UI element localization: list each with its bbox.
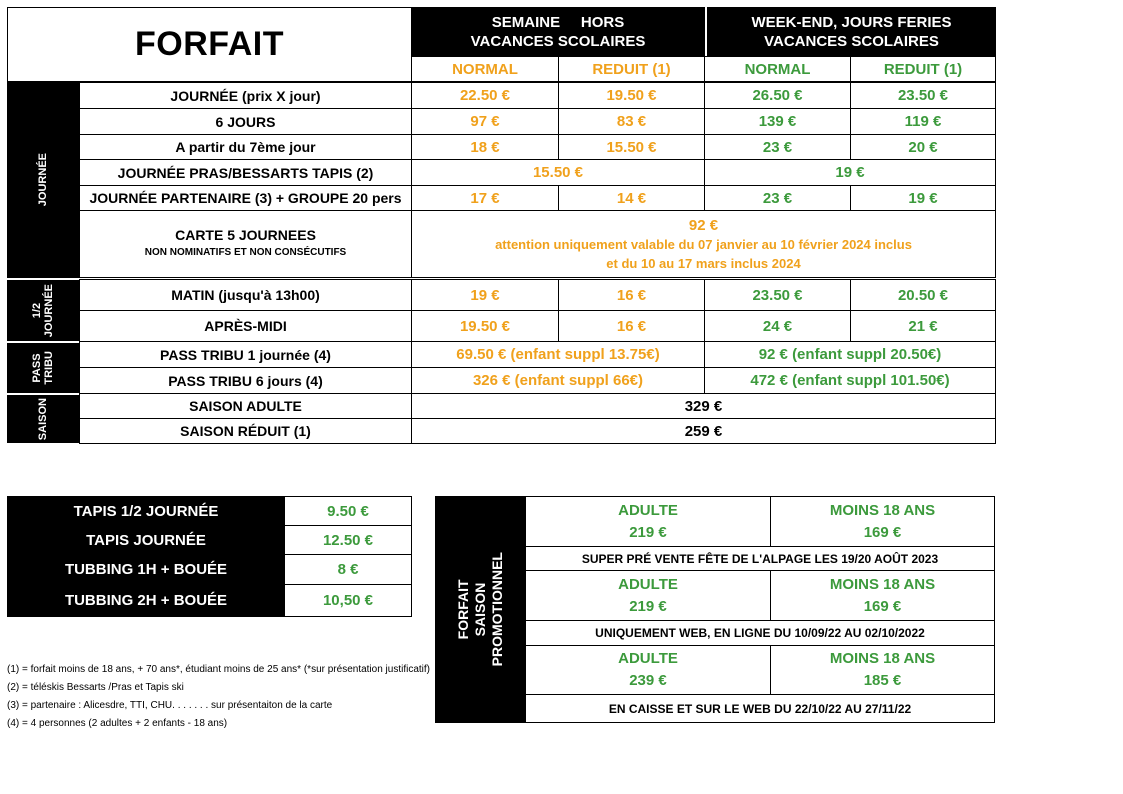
promo-adulte-cell <box>525 570 771 621</box>
price-cell: 139 € <box>704 108 851 135</box>
row-label-pass-tribu-1j: PASS TRIBU 1 journée (4) <box>79 341 412 368</box>
promo-adulte-cell <box>525 645 771 695</box>
section-pass-line1: PASS <box>31 353 43 383</box>
price-cell: 24 € <box>704 310 851 342</box>
row-label-7eme-jour: A partir du 7ème jour <box>79 134 412 160</box>
section-journee <box>7 82 79 278</box>
section-demi-journee <box>7 279 79 341</box>
tapis-price: 10,50 € <box>284 584 412 617</box>
price-cell: 15.50 € <box>558 134 705 160</box>
carte-5-note2: et du 10 au 17 mars inclus 2024 <box>606 255 801 271</box>
price-cell: 16 € <box>558 279 705 311</box>
carte-5-price: 92 € <box>688 216 719 234</box>
promo-moins18-cell <box>770 496 995 547</box>
row-label-6-jours: 6 JOURS <box>79 108 412 135</box>
price-cell: 14 € <box>558 185 705 211</box>
subheader-reduit-1: REDUIT (1) <box>558 56 705 82</box>
tapis-label: TAPIS 1/2 JOURNÉE <box>73 502 219 520</box>
promo-side-line2: SAISON <box>472 582 488 637</box>
promo-adulte-price: 219 € <box>629 523 667 541</box>
price-cell: 19 € <box>850 185 996 211</box>
section-saison <box>7 394 79 443</box>
promo-moins18-price: 169 € <box>863 597 902 615</box>
price-cell: 119 € <box>850 108 996 135</box>
subheader-normal-2: NORMAL <box>704 56 851 82</box>
row-label-carte-5 <box>79 210 412 278</box>
price-cell: 26.50 € <box>704 82 851 109</box>
row-label-apres-midi: APRÈS-MIDI <box>79 310 412 342</box>
price-cell: 329 € <box>411 393 996 419</box>
section-pass-tribu <box>7 342 79 393</box>
subheader-reduit-2: REDUIT (1) <box>850 56 996 82</box>
price-cell: 17 € <box>411 185 559 211</box>
footnote-4: (4) = 4 personnes (2 adultes + 2 enfants - 18 ans) <box>7 718 228 729</box>
header-group-weekend <box>705 7 996 56</box>
price-cell: 326 € (enfant suppl 66€) <box>411 367 705 394</box>
section-demi-label <box>31 284 55 337</box>
price-cell: 18 € <box>411 134 559 160</box>
carte-5-note1: attention uniquement valable du 07 janvier au 10 février 2024 inclus <box>495 236 912 252</box>
price-cell: 259 € <box>411 418 996 444</box>
promo-adulte-label: ADULTE <box>618 650 678 667</box>
row-label-journee: JOURNÉE (prix X jour) <box>79 82 412 109</box>
table-title: FORFAIT <box>7 7 412 82</box>
price-cell: 19.50 € <box>558 82 705 109</box>
promo-moins18-label: MOINS 18 ANS <box>829 650 936 667</box>
header-group-weekend-line2: VACANCES SCOLAIRES <box>764 32 939 50</box>
promo-side-label <box>455 552 506 666</box>
price-cell: 23.50 € <box>704 279 851 311</box>
promo-moins18-price: 169 € <box>863 523 902 541</box>
row-label-saison-reduit: SAISON RÉDUIT (1) <box>79 418 412 444</box>
tapis-label: TAPIS JOURNÉE <box>86 531 206 549</box>
price-cell: 21 € <box>850 310 996 342</box>
promo-moins18-cell <box>770 645 995 695</box>
promo-adulte-cell <box>525 496 771 547</box>
promo-note: SUPER PRÉ VENTE FÊTE DE L'ALPAGE LES 19/20 AOÛT 2023 <box>525 546 995 571</box>
section-pass-line2: TRIBU <box>43 351 55 385</box>
promo-note: UNIQUEMENT WEB, EN LIGNE DU 10/09/22 AU 02/10/2022 <box>525 620 995 646</box>
section-saison-label: SAISON <box>37 397 49 441</box>
promo-side <box>435 496 526 723</box>
promo-moins18-label: MOINS 18 ANS <box>829 575 936 593</box>
price-cell: 83 € <box>558 108 705 135</box>
section-demi-line2: JOURNÉE <box>43 283 55 338</box>
price-cell: 97 € <box>411 108 559 135</box>
promo-moins18-price: 185 € <box>863 672 902 689</box>
row-label-pass-tribu-6j: PASS TRIBU 6 jours (4) <box>79 367 412 394</box>
row-label-pras-bessarts: JOURNÉE PRAS/BESSARTS TAPIS (2) <box>79 159 412 186</box>
header-group-weekday <box>411 7 705 56</box>
price-cell: 19 € <box>704 159 996 186</box>
promo-note: EN CAISSE ET SUR LE WEB DU 22/10/22 AU 27/11/22 <box>525 694 995 723</box>
footnote-1: (1) = forfait moins de 18 ans, + 70 ans*, étudiant moins de 25 ans* (*sur présentation justificatif) <box>7 664 431 675</box>
tapis-price: 8 € <box>284 554 412 585</box>
section-demi-line1: 1/2 <box>31 302 43 319</box>
carte-5-price-cell <box>411 210 996 278</box>
tapis-label: TUBBING 2H + BOUÉE <box>64 592 228 609</box>
footnote-2: (2) = téléskis Bessarts /Pras et Tapis ski <box>7 682 184 693</box>
tapis-label: TUBBING 1H + BOUÉE <box>64 561 228 578</box>
carte-5-title: CARTE 5 JOURNEES <box>175 227 316 243</box>
header-group-weekday-line2: VACANCES SCOLAIRES <box>470 32 646 50</box>
subheader-normal-1: NORMAL <box>411 56 559 82</box>
price-cell: 16 € <box>558 310 705 342</box>
price-cell: 22.50 € <box>411 82 559 109</box>
footnote-3: (3) = partenaire : Alicesdre, TTI, CHU. . . . . . . sur présentaiton de la carte <box>7 700 333 711</box>
price-cell: 92 € (enfant suppl 20.50€) <box>704 341 996 368</box>
price-cell: 69.50 € (enfant suppl 13.75€) <box>411 341 705 368</box>
price-cell: 20 € <box>850 134 996 160</box>
row-label-saison-adulte: SAISON ADULTE <box>79 393 412 419</box>
tapis-price: 12.50 € <box>284 525 412 555</box>
price-cell: 472 € (enfant suppl 101.50€) <box>704 367 996 394</box>
promo-moins18-cell <box>770 570 995 621</box>
promo-side-line3: PROMOTIONNEL <box>489 552 505 667</box>
promo-adulte-label: ADULTE <box>618 501 678 519</box>
promo-adulte-price: 239 € <box>629 672 667 689</box>
price-cell: 23 € <box>704 185 851 211</box>
promo-moins18-label: MOINS 18 ANS <box>829 501 936 519</box>
section-journee-label: JOURNÉE <box>37 153 49 207</box>
price-cell: 20.50 € <box>850 279 996 311</box>
promo-adulte-label: ADULTE <box>618 575 678 593</box>
promo-adulte-price: 219 € <box>629 597 667 615</box>
price-cell: 19 € <box>411 279 559 311</box>
price-cell: 23 € <box>704 134 851 160</box>
price-cell: 23.50 € <box>850 82 996 109</box>
header-group-weekday-line1: SEMAINE HORS <box>491 13 625 31</box>
row-label-partenaire: JOURNÉE PARTENAIRE (3) + GROUPE 20 pers <box>79 185 412 211</box>
tapis-price: 9.50 € <box>284 496 412 526</box>
section-pass-label <box>31 351 55 385</box>
price-cell: 15.50 € <box>411 159 705 186</box>
header-group-weekend-line1: WEEK-END, JOURS FERIES <box>751 13 952 31</box>
carte-5-sublabel: NON NOMINATIFS ET NON CONSÉCUTIFS <box>144 247 347 258</box>
promo-side-line1: FORFAIT <box>455 579 471 640</box>
row-label-matin: MATIN (jusqu'à 13h00) <box>79 279 412 311</box>
price-cell: 19.50 € <box>411 310 559 342</box>
